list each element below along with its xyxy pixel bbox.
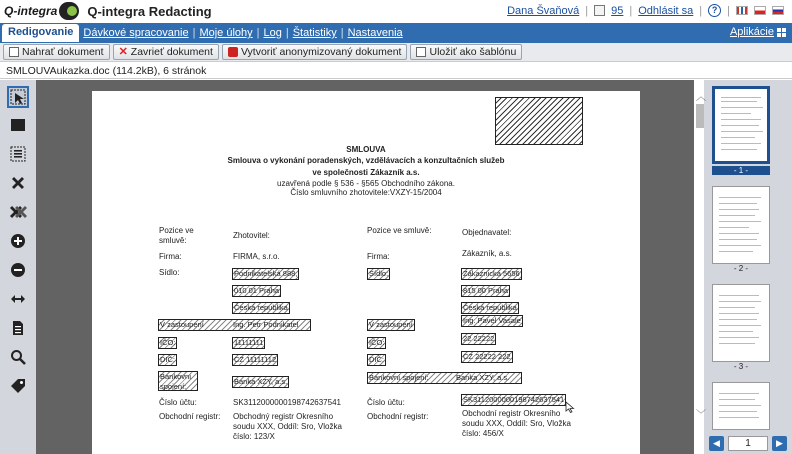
redaction-right-addr2[interactable]: 815 00 Praha <box>463 286 509 295</box>
top-bar <box>0 0 792 22</box>
search-tool[interactable] <box>7 346 29 368</box>
save-icon <box>416 47 426 57</box>
user-link[interactable]: Dana Švaňová <box>507 4 580 17</box>
right-role-value: Objednavatel: <box>462 228 512 237</box>
left-role-label: Pozice ve smluvě: <box>159 226 194 245</box>
right-firm-label: Firma: <box>367 252 390 261</box>
next-page-button[interactable]: ▶ <box>772 436 787 451</box>
zoom-in-icon <box>10 233 26 249</box>
redaction-left-ico-label[interactable]: IČO: <box>160 338 176 347</box>
redaction-right-addr3[interactable]: Česká republika <box>463 303 517 312</box>
page-number-input[interactable]: 1 <box>728 436 768 451</box>
left-rep-label: V zastoupení <box>160 320 204 329</box>
viewer-scrollbar-thumb[interactable] <box>696 104 704 128</box>
left-account-value: SK3112000000198742637541 <box>233 398 341 407</box>
rectangle-tool[interactable] <box>7 114 29 136</box>
right-register-value: Obchodní registr Okresního soudu XXX, Oddíl: Sro, Vložka číslo: 456/X <box>462 409 571 438</box>
zoom-out-tool[interactable] <box>7 259 29 281</box>
redaction-right-account[interactable]: SK3112000000198742637541 <box>463 395 565 404</box>
tag-tool[interactable] <box>7 375 29 397</box>
flag-en-icon[interactable] <box>736 6 748 15</box>
rectangle-icon <box>10 117 26 133</box>
calendar-icon[interactable] <box>594 5 605 16</box>
left-rep-value: Ing. Petr Podnikatel <box>233 320 299 329</box>
redaction-right-addr1[interactable]: Zákaznická 5656 <box>463 269 520 278</box>
document-viewer[interactable] <box>36 80 694 454</box>
scroll-down-icon[interactable]: ﹀ <box>696 410 706 421</box>
document-page[interactable] <box>92 91 640 454</box>
redaction-right-dic-label[interactable]: DIČ: <box>369 355 384 364</box>
redaction-right-ico-label[interactable]: IČO: <box>369 338 385 347</box>
redaction-left-bank-label[interactable]: Bankovní spojení: <box>158 371 198 391</box>
redaction-left-dic[interactable]: CZ 11111112 <box>234 355 277 364</box>
apps-label: Aplikácie <box>729 26 774 38</box>
logo-text: Q-integra <box>4 4 58 18</box>
select-tool[interactable] <box>7 86 29 108</box>
save-template-button[interactable]: Uložiť ako šablónu <box>410 44 522 60</box>
close-icon: ✕ <box>118 46 128 58</box>
right-firm-value: Zákazník, a.s. <box>462 249 512 258</box>
search-icon <box>10 349 26 365</box>
left-register-label: Obchodní registr: <box>159 412 221 421</box>
doc-line-3: uzavřená podle § 536 - §565 Obchodního zákona. <box>277 179 455 188</box>
mouse-cursor-icon <box>565 401 575 413</box>
delete-tool[interactable] <box>7 172 29 194</box>
redaction-right-bank[interactable] <box>367 372 522 384</box>
delete-all-icon <box>9 204 27 220</box>
help-icon[interactable]: ? <box>708 4 721 17</box>
tag-icon <box>10 378 26 394</box>
zoom-in-tool[interactable] <box>7 230 29 252</box>
file-info: SMLOUVAukazka.doc (114.2kB), 6 stránok <box>0 63 792 79</box>
prev-page-button[interactable]: ◀ <box>709 436 724 451</box>
thumbnail-panel <box>696 80 792 454</box>
anonymize-document-button[interactable]: Vytvoriť anonymizovaný dokument <box>222 44 408 60</box>
thumbnail-page-2[interactable] <box>712 186 770 264</box>
thumbnail-page-3[interactable] <box>712 284 770 362</box>
right-register-label: Obchodní registr: <box>367 412 429 421</box>
text-select-tool[interactable] <box>7 143 29 165</box>
text-select-icon <box>10 146 26 162</box>
fit-width-icon <box>10 291 26 307</box>
flag-sk-icon[interactable] <box>772 6 784 15</box>
doc-line-4: Číslo smluvního zhotovitele:VXZY-15/2004 <box>290 188 442 197</box>
tab-redigovanie[interactable]: Redigovanie <box>2 24 79 42</box>
delete-all-tool[interactable] <box>7 201 29 223</box>
nav-settings[interactable]: Nastavenia <box>347 27 403 39</box>
right-account-label: Číslo účtu: <box>367 398 405 407</box>
page-tool[interactable] <box>7 317 29 339</box>
doc-title: SMLOUVA <box>346 145 386 154</box>
left-firm-value: FIRMA, s.r.o. <box>233 252 280 261</box>
redaction-right-rep[interactable]: Ing. Pavel Vasale <box>463 316 521 325</box>
flag-cz-icon[interactable] <box>754 6 766 15</box>
logout-link[interactable]: Odhlásit sa <box>638 4 694 17</box>
redaction-left-addr3[interactable]: Česká republika <box>234 303 288 312</box>
scroll-up-icon[interactable]: ︿ <box>696 92 706 103</box>
anonymize-icon <box>228 47 238 57</box>
delete-icon <box>10 175 26 191</box>
left-account-label: Číslo účtu: <box>159 398 197 407</box>
apps-grid-icon <box>777 28 786 37</box>
nav-batch[interactable]: Dávkové spracovanie <box>83 27 189 39</box>
app-title: Q-integra Redacting <box>87 3 212 19</box>
apps-link[interactable] <box>730 26 786 38</box>
left-register-value: Obchodný registr Okresního soudu XXX, Oddíl: Sro, Vložka číslo: 123/X <box>233 412 342 441</box>
left-seat-label: Sídlo: <box>159 268 180 277</box>
redaction-right-rep-label[interactable]: V zastoupení <box>369 320 413 329</box>
nav-my-tasks[interactable]: Moje úlohy <box>199 27 253 39</box>
page-navigator <box>704 432 792 454</box>
left-role-value: Zhotovitel: <box>233 231 270 240</box>
close-document-button[interactable]: ✕ Zavrieť dokument <box>113 44 219 60</box>
redacted-stamp[interactable] <box>495 97 583 145</box>
redaction-left-dic-label[interactable]: DIČ: <box>160 355 175 364</box>
redaction-left-ico[interactable]: 11111111 <box>234 338 264 347</box>
right-bank-label: Bankovní spojení: <box>369 373 429 382</box>
redaction-left-representative[interactable] <box>158 319 311 331</box>
redaction-right-dic[interactable]: CZ 22222 222 <box>463 352 511 361</box>
fit-width-tool[interactable] <box>7 288 29 310</box>
right-bank-value: Banka XZY, a.s. <box>456 373 510 382</box>
doc-subtitle-1: Smlouva o vykonání poradenských, vzdělávacích a konzultačních služeb <box>227 156 505 165</box>
user-area: Dana Švaňová | 95 | Odhlásit sa | ? | <box>507 4 784 17</box>
document-toolbar <box>0 43 792 62</box>
zoom-out-icon <box>10 262 26 278</box>
thumbnail-label-3: - 3 - <box>733 362 749 371</box>
thumbnail-label-2: - 2 - <box>733 264 749 273</box>
left-firm-label: Firma: <box>159 252 182 261</box>
thumbnail-label-1: - 1 - <box>712 166 770 175</box>
redaction-left-addr2[interactable]: 010 01 Praha <box>234 286 280 295</box>
calendar-count-link[interactable]: 95 <box>611 4 624 17</box>
select-icon <box>10 89 26 105</box>
redaction-left-addr1[interactable]: Podnikatelská 888, <box>234 269 298 278</box>
nav-statistics[interactable]: Štatistiky <box>292 27 337 39</box>
redaction-right-seat-label[interactable]: Sídlo: <box>369 269 389 278</box>
right-role-label: Pozice ve smluvě: <box>367 226 432 235</box>
page-icon <box>10 320 26 336</box>
logo-icon <box>59 2 79 20</box>
logo <box>4 2 79 20</box>
nav-log[interactable]: Log <box>263 27 282 39</box>
thumbnail-page-1[interactable] <box>712 86 770 164</box>
tool-palette <box>0 80 36 454</box>
upload-icon <box>9 47 19 57</box>
thumbnail-page-4[interactable] <box>712 382 770 430</box>
redaction-left-bank[interactable]: Banka XZY, a.s. <box>234 377 288 386</box>
main-nav: Redigovanie Dávkové spracovanie | Moje úlohy | Log | Štatistiky | Nastavenia Aplikácie <box>0 23 792 43</box>
doc-subtitle-2: ve společnosti Zákazník a.s. <box>312 168 420 177</box>
redaction-right-ico[interactable]: 22 22222 <box>463 334 495 343</box>
upload-document-button[interactable]: Nahrať dokument <box>3 44 110 60</box>
